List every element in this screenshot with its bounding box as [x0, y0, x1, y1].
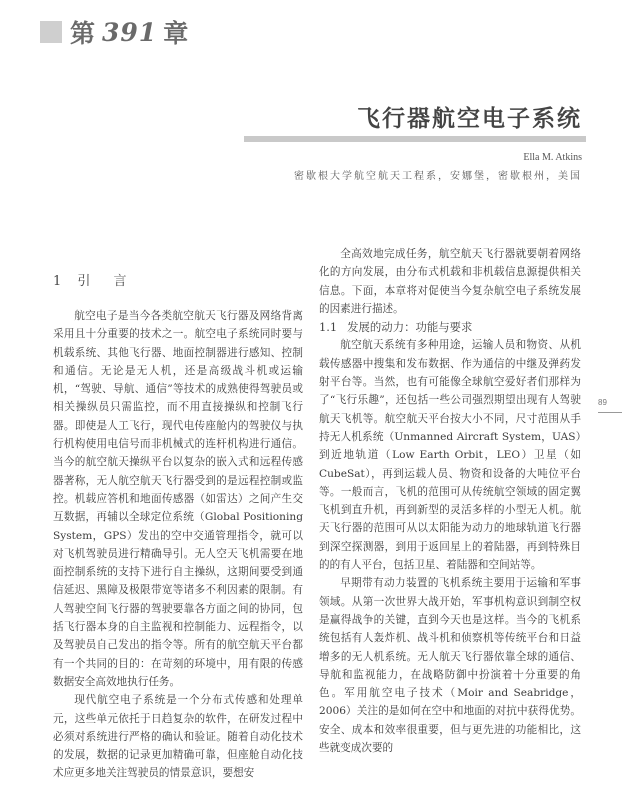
paragraph: 航空航天系统有多种用途，运输人员和物资、从机载传感器中搜集和发布数据、作为通信的中继及弹药发射平台等。当然，也有可能像全球航空爱好者们那样为了“飞行乐趣”，还包括一些公司强烈期望出现有人驾驶航天飞机等。航空航天平台按大小不同，尺寸范围从手持无人机系统（Unmanned Aircraft System，UAS）到近地轨道（Low Earth Orbit，LEO）卫星（如CubeSat），再到运载人员、物资和设备的大吨位平台等。一般而言，飞机的范围可从传统航空领域的固定翼飞机到直升机，再到新型的灵活多样的小型无人机。航天飞行器的范围可从以太阳能为动力的地球轨道飞行器到深空探测器，到用于返回星上的着陆器，再到特殊目的的有人平台，包括卫星、着陆器和空间站等。	[319, 339, 581, 572]
chapter-prefix: 第	[70, 19, 97, 48]
chapter-suffix: 章	[163, 19, 190, 48]
title-rule	[244, 136, 586, 142]
section-heading	[53, 270, 127, 289]
section-title-part2: 言	[113, 274, 128, 289]
subsection-number: 1.1	[319, 320, 338, 335]
section-number: 1	[53, 274, 63, 289]
chapter-marker-square	[40, 21, 62, 43]
subsection-title: 发展的动力：功能与要求	[347, 320, 473, 335]
left-column	[53, 307, 303, 783]
chapter-heading	[40, 12, 189, 52]
chapter-title: 飞行器航空电子系统	[357, 106, 582, 132]
subsection-heading	[319, 318, 581, 336]
section-title-part1: 引	[77, 274, 92, 289]
author: Ella M. Atkins	[523, 152, 582, 163]
paragraph: 全高效地完成任务，航空航天飞行器就要朝着网络化的方向发展，由分布式机载和非机载信息源提供相关信息。下面，本章将对促使当今复杂航空电子系统发展的因素进行描述。	[319, 248, 581, 315]
title-block	[357, 100, 582, 133]
right-column	[319, 245, 581, 757]
paragraph: 现代航空电子系统是一个分布式传感和处理单元，这些单元依托于日趋复杂的软件，在研发过程中必须对系统进行严格的确认和验证。随着自动化技术的发展，数据的记录更加精确可靠，但座舱自动化技术应更多地关注驾驶员的情景意识，要想安	[53, 694, 303, 780]
affiliation: 密歇根大学航空航天工程系，安娜堡，密歇根州，美国	[294, 171, 582, 182]
paragraph: 早期带有动力装置的飞机系统主要用于运输和军事领域。从第一次世界大战开始，军事机构意识到制空权是赢得战争的关键，直到今天也是这样。当今的飞机系统包括有人轰炸机、战斗机和侦察机等传统平台和日益增多的无人机系统。无人航天飞行器依靠全球的通信、导航和监视能力，在战略防御中扮演着十分重要的角色。军用航空电子技术（Moir and Seabridge，2006）关注的是如何在空中和地面的对抗中获得优势。安全、成本和效率很重要，但与更先进的功能相比，这些就变成次要的	[319, 577, 581, 755]
paragraph: 航空电子是当今各类航空航天飞行器及网络背离采用且十分重要的技术之一。航空电子系统同时要与机载系统、其他飞行器、地面控制器进行感知、控制和通信。无论是无人机，还是高级战斗机或运输机，“驾驶、导航、通信”等技术的成熟使得驾驶员或相关操纵员只需监控，而不用直接操纵和控制飞行器。即使是人工飞行，现代电传座舱内的驾驶仪与执行机构使用电信号而非机械式的连杆机构进行通信。当今的航空航天操纵平台以复杂的嵌入式和远程传感器著称，无人航空航天飞行器受到的是远程控制或监控。机载应答机和地面传感器（如雷达）之间产生交互数据，再辅以全球定位系统（Global Positioning System，GPS）发出的空中交通管理指令，就可以对飞机驾驶员进行精确导引。无人空天飞机需要在地面控制系统的支持下进行自主操纵，这期间要受到通信延迟、黑障及极限带宽等诸多不利因素的限制。有人驾驶空间飞行器的驾驶要靠各方面之间的协同，包括飞行器本身的自主监视和控制能力、远程指令，以及驾驶员自己发出的指令等。所有的航空航天平台都有一个共同的目的：在苛刻的环境中，用有限的传感数据安全高效地执行任务。	[53, 310, 303, 688]
page-number: 89	[598, 398, 622, 413]
chapter-number: 391	[102, 17, 158, 47]
